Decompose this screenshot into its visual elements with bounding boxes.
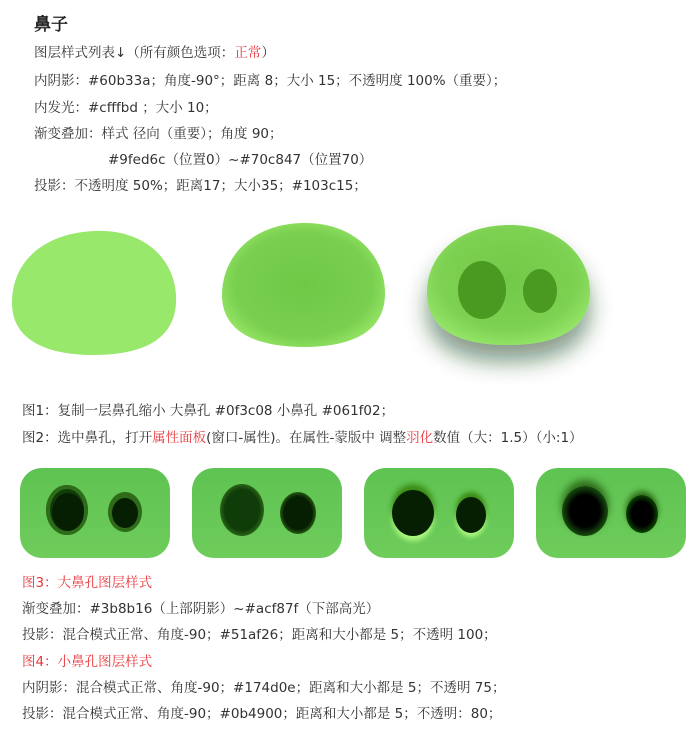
- style-list-prefix: 图层样式列表↓（所有颜色选项：: [34, 45, 235, 61]
- spec-inner-glow: 内发光：#cfffbd ；大小 10；: [34, 100, 218, 116]
- fig4-line-1: 内阴影：混合模式正常、角度-90；#174d0e；距离和大小都是 5；不透明 75；: [22, 680, 506, 696]
- nostril-tile-2: [192, 468, 342, 558]
- page-title: 鼻子: [34, 15, 68, 35]
- spec-gradient-overlay: 渐变叠加：样式 径向（重要）；角度 90；: [34, 126, 283, 142]
- big-nostril: [392, 490, 434, 536]
- fig2-part1: 图2：选中鼻孔，打开: [22, 430, 153, 446]
- small-nostril: [280, 492, 316, 534]
- fig4-line-2: 投影：混合模式正常、角度-90；#0b4900；距离和大小都是 5；不透明：80；: [22, 706, 502, 722]
- style-list-heading: [34, 44, 275, 62]
- fig4-heading: 图4：小鼻孔图层样式: [22, 654, 153, 670]
- style-list-mode: 正常: [234, 45, 262, 61]
- fig3-heading: 图3：大鼻孔图层样式: [22, 575, 153, 591]
- style-list-suffix: ）: [261, 45, 275, 61]
- small-nostril: [456, 497, 486, 533]
- big-nostril: [562, 486, 608, 536]
- spec-inner-shadow: 内阴影：#60b33a；角度-90°；距离 8；大小 15；不透明度 100%（重要）；: [34, 73, 507, 89]
- big-nostril-inner: [52, 493, 84, 531]
- fig2-caption: [22, 429, 583, 447]
- fig3-line-2: 投影：混合模式正常、角度-90；#51af26；距离和大小都是 5；不透明 100；: [22, 627, 497, 643]
- nostril-tile-4: [536, 468, 686, 558]
- nostril-tile-1: [20, 468, 170, 558]
- small-nostril-flat: [523, 269, 557, 313]
- fig1-caption: 图1：复制一层鼻孔缩小 大鼻孔 #0f3c08 小鼻孔 #061f02；: [22, 403, 395, 419]
- nose-stages: [0, 205, 700, 405]
- shadow-nose-group: [427, 225, 590, 345]
- spec-drop-shadow: 投影：不透明度 50%；距离17；大小35；#103c15；: [34, 178, 367, 194]
- small-nostril-inner: [112, 498, 138, 528]
- flat-nose-shape: [12, 231, 176, 355]
- nostril-tile-3: [364, 468, 514, 558]
- fig2-panel: 属性面板: [152, 430, 207, 446]
- spec-gradient-stops: #9fed6c（位置0）~#70c847（位置70）: [108, 152, 373, 168]
- big-nostril-flat: [458, 261, 506, 319]
- fig2-feather: 羽化: [406, 430, 434, 446]
- fig2-part2: (窗口-属性)。在属性-蒙版中 调整: [206, 430, 407, 446]
- small-nostril: [626, 495, 658, 533]
- fig3-line-1: 渐变叠加：#3b8b16（上部阴影）~#acf87f（下部高光）: [22, 601, 380, 617]
- fig2-part3: 数值（大：1.5）（小:1）: [433, 430, 583, 446]
- shadow-nose-shape: [427, 225, 590, 345]
- gradient-nose-shape: [222, 223, 385, 347]
- big-nostril: [220, 484, 264, 536]
